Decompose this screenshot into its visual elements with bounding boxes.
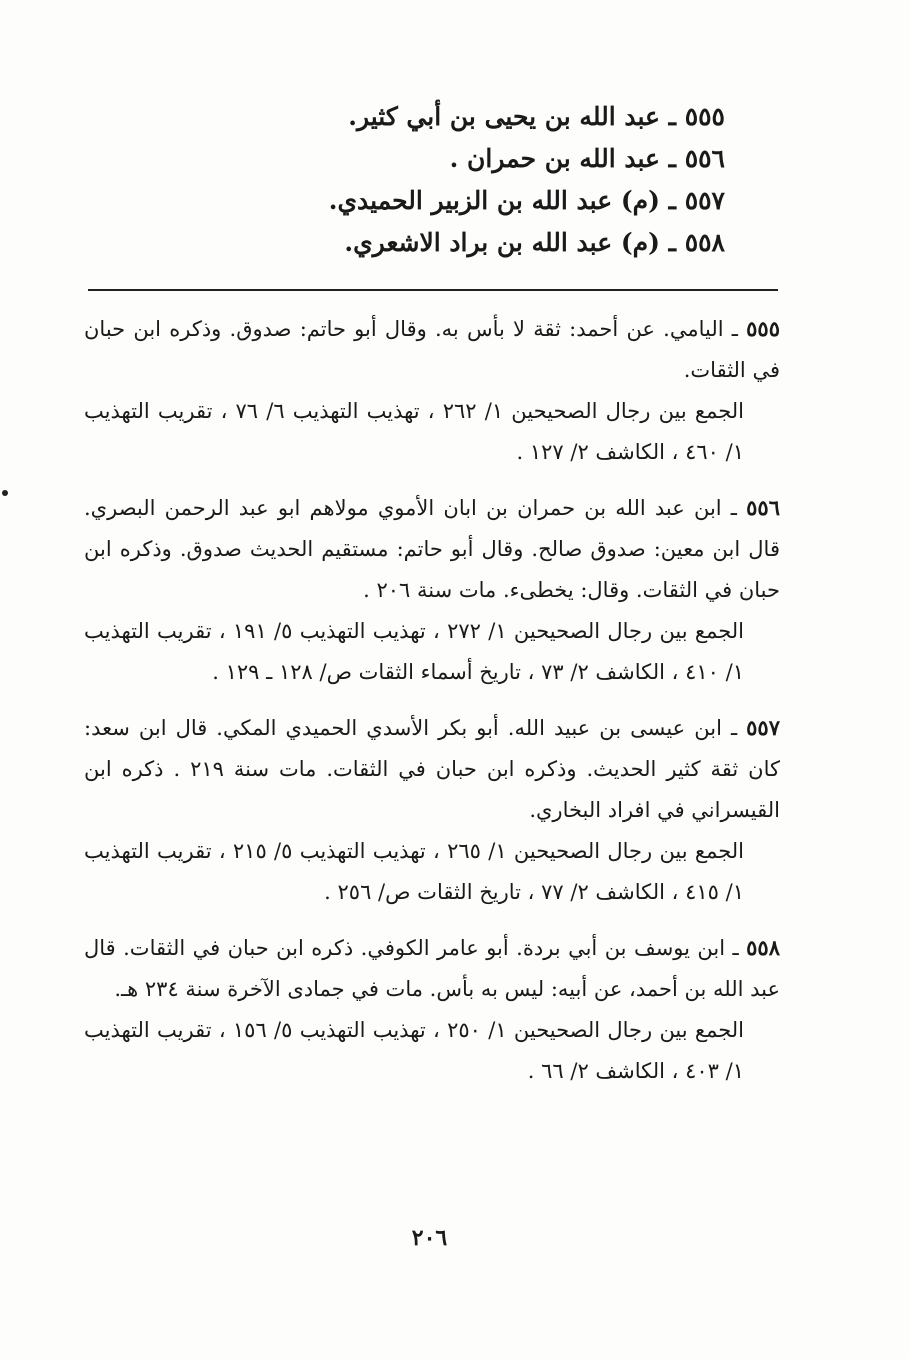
entry-line: ٥٥٧ ـ (م) عبد الله بن الزبير الحميدي. (328, 186, 725, 215)
entries-list (150, 96, 725, 264)
footnote (84, 308, 780, 473)
footnote-text (84, 487, 780, 611)
footnote-references: الجمع بين رجال الصحيحين ١/ ٢٦٢ ، تهذيب التهذيب ٦/ ٧٦ ، تقريب التهذيب ١/ ٤٦٠ ، الكاشف ٢/ ١٢٧ . (84, 399, 744, 464)
footnote-number: ٥٥٥ (746, 316, 780, 341)
footnote-text (84, 927, 780, 1010)
footnote-body: ـ ابن عيسى بن عبيد الله. أبو بكر الأسدي الحميدي المكي. قال ابن سعد: كان ثقة كثير الحديث. وذكره ابن حبان في الثقات. مات سنة ٢١٩ . ذكره ابن القيسراني في افراد البخاري. (84, 716, 780, 822)
footnote-references: الجمع بين رجال الصحيحين ١/ ٢٦٥ ، تهذيب التهذيب ٥/ ٢١٥ ، تقريب التهذيب ١/ ٤١٥ ، الكاشف ٢/ ٧٧ ، تاريخ الثقات ص/ ٢٥٦ . (84, 839, 745, 904)
entry-line: ٥٥٥ ـ عبد الله بن يحيى بن أبي كثير. (348, 102, 725, 131)
footnote-number: ٥٥٨ (746, 935, 780, 960)
footnote (84, 487, 780, 693)
footnote-body: ـ اليامي. عن أحمد: ثقة لا بأس به. وقال أبو حاتم: صدوق. وذكره ابن حبان في الثقات. (84, 317, 780, 382)
footnotes (84, 308, 780, 1106)
entry-line: ٥٥٦ ـ عبد الله بن حمران . (449, 144, 725, 173)
footnote (84, 927, 780, 1092)
footnote-number: ٥٥٦ (746, 495, 780, 520)
entry-line: ٥٥٨ ـ (م) عبد الله بن براد الاشعري. (344, 228, 725, 257)
footnote-text (84, 308, 780, 391)
footnote-references: الجمع بين رجال الصحيحين ١/ ٢٥٠ ، تهذيب التهذيب ٥/ ١٥٦ ، تقريب التهذيب ١/ ٤٠٣ ، الكاشف ٢/ ٦٦ . (84, 1018, 745, 1083)
footnote-references: الجمع بين رجال الصحيحين ١/ ٢٧٢ ، تهذيب التهذيب ٥/ ١٩١ ، تقريب التهذيب ١/ ٤١٠ ، الكاشف ٢/ ٧٣ ، تاريخ أسماء الثقات ص/ ١٢٨ ـ ١٢٩ . (84, 619, 745, 684)
footnote-text (84, 707, 780, 831)
footnote-body: ـ ابن عبد الله بن حمران بن ابان الأموي مولاهم ابو عبد الرحمن البصري. قال ابن معين: صدوق صالح. وقال أبو حاتم: مستقيم الحديث صدوق. وذكره ابن حبان في الثقات. وقال: يخطىء. مات سنة ٢٠٦ . (84, 496, 780, 602)
footnote-divider (88, 289, 778, 291)
footnote-body: ـ ابن يوسف بن أبي بردة. أبو عامر الكوفي. ذكره ابن حبان في الثقات. قال عبد الله بن أحمد، عن أبيه: ليس به بأس. مات في جمادى الآخرة سنة ٢٣٤ هـ. (84, 936, 780, 1001)
footnote (84, 707, 780, 913)
page-number: ٢٠٦ (411, 1225, 448, 1251)
footnote-number: ٥٥٧ (746, 715, 780, 740)
scan-speck (2, 490, 8, 496)
